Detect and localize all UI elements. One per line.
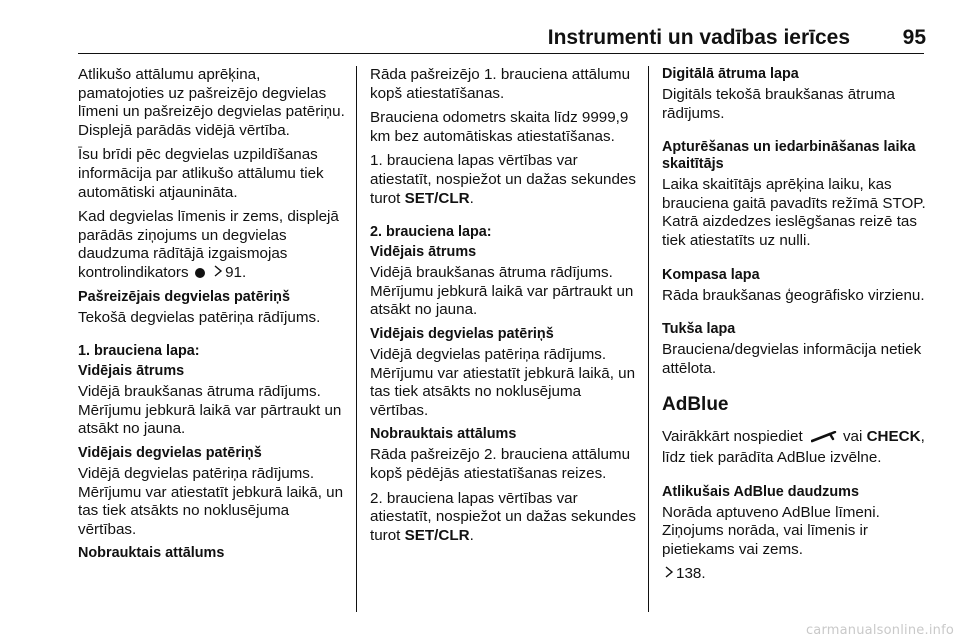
subheading: Vidējais ātrums (370, 244, 477, 261)
subheading: Vidējais degvielas patēriņš (78, 444, 262, 461)
paragraph: Vidējā braukšanas ātruma rādījums. Mērījumu jebkurā laikā var pārtraukt un atsākt no jauna. (78, 383, 342, 438)
subheading: 2. brauciena lapa: (370, 224, 492, 241)
subheading: Apturēšanas un iedarbināšanas laika skaitītājs (662, 139, 916, 173)
paragraph: Īsu brīdi pēc degvielas uzpildīšanas informācija par atlikušo attālumu tiek automātiski atjaunināta. (78, 146, 324, 201)
subheading: Vidējais ātrums (78, 363, 185, 380)
indicator-dot-icon (195, 268, 205, 278)
paragraph: Vidējā degvielas patēriņa rādījums. Mērījumu var atiestatīt jebkurā laikā, un tas tiek atsākts no noklusējuma vērtības. (78, 464, 344, 538)
paragraph: Atlikušo attālumu aprēķina, pamatojoties uz pašreizējo degvielas līmeni un pašreizējo degvielas patēriņu. Displejā parādās vidējā vērtība. (78, 66, 345, 139)
paragraph: Brauciena/degvielas informācija netiek attēlota. (662, 341, 922, 377)
column-1 (78, 66, 348, 565)
paragraph: Rāda braukšanas ģeogrāfisko virzienu. (662, 286, 925, 304)
page-reference-arrow-icon (213, 264, 223, 283)
column-divider-1 (356, 66, 357, 612)
column-2 (370, 66, 636, 551)
page-reference-arrow-icon (664, 565, 674, 584)
subheading: Kompasa lapa (662, 266, 760, 283)
subheading: Vidējais degvielas patēriņš (370, 325, 554, 342)
paragraph (662, 565, 932, 584)
paragraph-text: Vairākkārt nospiediet (662, 428, 803, 446)
paragraph: Rāda pašreizējo 2. brauciena attālumu kopš pēdējās atiestatīšanas reizes. (370, 446, 631, 482)
subheading: Nobrauktais attālums (78, 545, 225, 562)
header-rule (78, 53, 924, 54)
subheading: Nobrauktais attālums (370, 426, 517, 443)
paragraph-text: , līdz tiek parādīta AdBlue izvēlne. (662, 428, 925, 466)
paragraph: 1. brauciena lapas vērtības var atiestatīt, nospiežot un dažas sekundes turot SET/CLR. (370, 152, 636, 207)
wrench-button-icon (811, 430, 839, 449)
paragraph-text: 1. brauciena lapas vērtības var atiestatīt, nospiežot un dažas sekundes turot (370, 152, 636, 207)
watermark: carmanualsonline.info (805, 623, 954, 638)
paragraph: Rāda pašreizējo 1. brauciena attālumu kopš atiestatīšanas. (370, 66, 631, 102)
column-3 (662, 66, 932, 590)
paragraph: Vidējā braukšanas ātruma rādījums. Mērījumu jebkurā laikā var pārtraukt un atsākt no jauna. (370, 264, 634, 319)
subheading: 1. brauciena lapa: (78, 343, 200, 360)
page-reference[interactable]: 138. (676, 565, 706, 583)
button-key-label: CHECK (866, 428, 921, 446)
button-key-label: SET/CLR (404, 189, 470, 207)
subheading: Tukša lapa (662, 321, 736, 338)
subheading: Digitālā ātruma lapa (662, 66, 799, 82)
paragraph: Vidējā degvielas patēriņa rādījums. Mērījumu var atiestatīt jebkurā laikā, un tas tiek atsākts no noklusējuma vērtības. (370, 345, 636, 419)
paragraph: 2. brauciena lapas vērtības var atiestatīt, nospiežot un dažas sekundes turot SET/CLR. (370, 489, 636, 544)
subheading: Atlikušais AdBlue daudzums (662, 483, 859, 500)
page-number: 95 (902, 26, 926, 49)
chapter-title: Instrumenti un vadības ierīces (547, 26, 850, 49)
paragraph: Tekošā degvielas patēriņa rādījums. (78, 308, 321, 326)
page-reference[interactable]: 91. (225, 263, 247, 281)
button-key-label: SET/CLR (404, 526, 470, 544)
paragraph: Digitāls tekošā braukšanas ātruma rādījums. (662, 86, 895, 122)
paragraph: Brauciena odometrs skaita līdz 9999,9 km bez automātiskas atiestatīšanas. (370, 109, 629, 145)
paragraph-text: vai (842, 428, 863, 446)
paragraph-text: Kad degvielas līmenis ir zems, displejā parādās ziņojums un degvielas daudzuma rādītājā izgaismojas kontrolindikators (78, 208, 339, 281)
page-header (0, 20, 960, 60)
paragraph (662, 428, 932, 467)
column-divider-2 (648, 66, 649, 612)
section-heading: AdBlue (662, 394, 729, 416)
paragraph-text: 2. brauciena lapas vērtības var atiestatīt, nospiežot un dažas sekundes turot (370, 489, 636, 544)
subheading: Pašreizējais degvielas patēriņš (78, 288, 290, 305)
paragraph: Laika skaitītājs aprēķina laiku, kas brauciena gaitā pavadīts režīmā STOP. Katrā aizdedzes ieslēgšanas reizē tas tiek atiestatīts uz nulli. (662, 176, 926, 249)
paragraph: Norāda aptuveno AdBlue līmeni. Ziņojums norāda, vai līmenis ir pietiekams vai zems. (662, 503, 880, 558)
paragraph (78, 208, 348, 282)
